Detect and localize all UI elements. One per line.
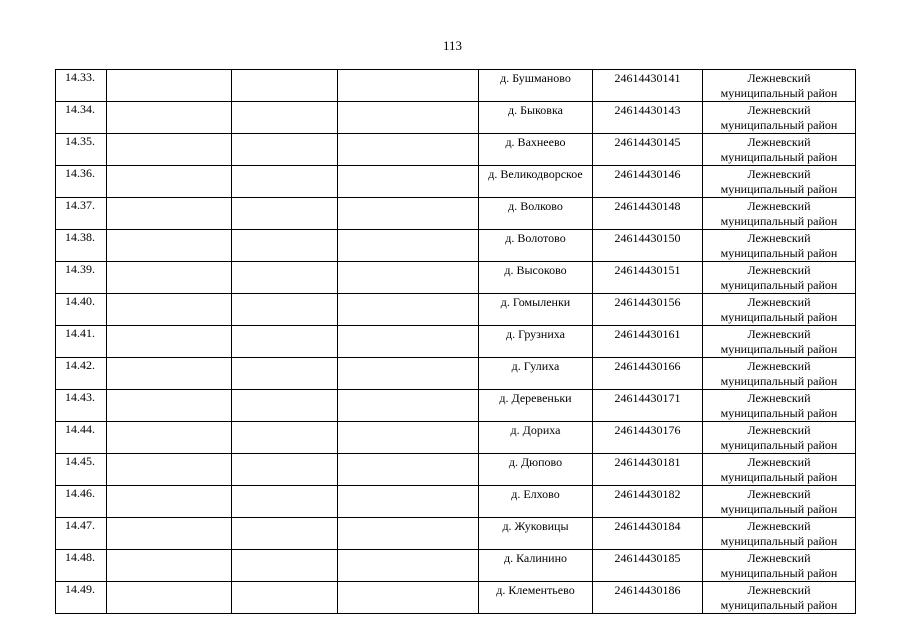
oktmo-code-cell: 24614430141 — [593, 70, 703, 102]
empty-cell — [232, 102, 338, 134]
district-name-line: Лежневский — [747, 583, 811, 597]
row-number-cell: 14.34. — [56, 102, 107, 134]
empty-cell — [107, 582, 232, 614]
empty-cell — [107, 198, 232, 230]
district-name-line: Лежневский — [747, 423, 811, 437]
table-row — [56, 70, 856, 102]
table-row — [56, 518, 856, 550]
settlement-name-cell: д. Калинино — [479, 550, 593, 582]
settlement-name-cell: д. Быковка — [479, 102, 593, 134]
district-type-line: муниципальный район — [720, 118, 838, 132]
district-name-line: Лежневский — [747, 519, 811, 533]
row-number-cell: 14.43. — [56, 390, 107, 422]
row-number-cell: 14.46. — [56, 486, 107, 518]
oktmo-code-cell: 24614430171 — [593, 390, 703, 422]
empty-cell — [107, 422, 232, 454]
settlement-name-cell: д. Дориха — [479, 422, 593, 454]
district-cell — [703, 326, 856, 358]
settlement-name-cell: д. Волково — [479, 198, 593, 230]
empty-cell — [232, 70, 338, 102]
row-number-cell: 14.38. — [56, 230, 107, 262]
table-row — [56, 134, 856, 166]
district-cell — [703, 166, 856, 198]
settlements-table — [55, 69, 856, 614]
district-type-line: муниципальный район — [720, 374, 838, 388]
empty-cell — [107, 390, 232, 422]
row-number-cell: 14.36. — [56, 166, 107, 198]
empty-cell — [107, 518, 232, 550]
empty-cell — [232, 262, 338, 294]
row-number-cell: 14.42. — [56, 358, 107, 390]
empty-cell — [232, 326, 338, 358]
table-row — [56, 390, 856, 422]
empty-cell — [232, 518, 338, 550]
empty-cell — [232, 134, 338, 166]
empty-cell — [338, 262, 479, 294]
empty-cell — [107, 166, 232, 198]
oktmo-code-cell: 24614430148 — [593, 198, 703, 230]
oktmo-code-cell: 24614430161 — [593, 326, 703, 358]
empty-cell — [232, 582, 338, 614]
row-number-cell: 14.37. — [56, 198, 107, 230]
empty-cell — [107, 358, 232, 390]
oktmo-code-cell: 24614430143 — [593, 102, 703, 134]
district-type-line: муниципальный район — [720, 86, 838, 100]
settlement-name-cell: д. Дюпово — [479, 454, 593, 486]
row-number-cell: 14.33. — [56, 70, 107, 102]
table-row — [56, 262, 856, 294]
district-name-line: Лежневский — [747, 487, 811, 501]
oktmo-code-cell: 24614430184 — [593, 518, 703, 550]
district-type-line: муниципальный район — [720, 406, 838, 420]
district-name-line: Лежневский — [747, 551, 811, 565]
empty-cell — [107, 230, 232, 262]
empty-cell — [338, 166, 479, 198]
empty-cell — [107, 102, 232, 134]
district-cell — [703, 550, 856, 582]
district-type-line: муниципальный район — [720, 278, 838, 292]
settlement-name-cell: д. Гомыленки — [479, 294, 593, 326]
empty-cell — [338, 518, 479, 550]
district-cell — [703, 486, 856, 518]
empty-cell — [232, 294, 338, 326]
settlement-name-cell: д. Жуковицы — [479, 518, 593, 550]
empty-cell — [232, 358, 338, 390]
row-number-cell: 14.48. — [56, 550, 107, 582]
settlement-name-cell: д. Деревеньки — [479, 390, 593, 422]
empty-cell — [338, 550, 479, 582]
empty-cell — [338, 454, 479, 486]
row-number-cell: 14.40. — [56, 294, 107, 326]
district-name-line: Лежневский — [747, 167, 811, 181]
empty-cell — [338, 390, 479, 422]
empty-cell — [107, 294, 232, 326]
district-type-line: муниципальный район — [720, 246, 838, 260]
empty-cell — [338, 294, 479, 326]
district-type-line: муниципальный район — [720, 534, 838, 548]
district-cell — [703, 454, 856, 486]
empty-cell — [338, 422, 479, 454]
district-name-line: Лежневский — [747, 455, 811, 469]
district-type-line: муниципальный район — [720, 502, 838, 516]
district-name-line: Лежневский — [747, 231, 811, 245]
table-row — [56, 198, 856, 230]
empty-cell — [232, 230, 338, 262]
district-type-line: муниципальный район — [720, 310, 838, 324]
table-row — [56, 422, 856, 454]
empty-cell — [338, 326, 479, 358]
empty-cell — [107, 134, 232, 166]
empty-cell — [338, 70, 479, 102]
row-number-cell: 14.45. — [56, 454, 107, 486]
district-cell — [703, 422, 856, 454]
row-number-cell: 14.41. — [56, 326, 107, 358]
oktmo-code-cell: 24614430186 — [593, 582, 703, 614]
settlement-name-cell: д. Гулиха — [479, 358, 593, 390]
district-name-line: Лежневский — [747, 103, 811, 117]
table-row — [56, 582, 856, 614]
district-type-line: муниципальный район — [720, 214, 838, 228]
empty-cell — [232, 422, 338, 454]
empty-cell — [232, 486, 338, 518]
district-type-line: муниципальный район — [720, 470, 838, 484]
table-row — [56, 550, 856, 582]
table-row — [56, 486, 856, 518]
table-row — [56, 230, 856, 262]
district-name-line: Лежневский — [747, 391, 811, 405]
oktmo-code-cell: 24614430176 — [593, 422, 703, 454]
empty-cell — [338, 582, 479, 614]
row-number-cell: 14.35. — [56, 134, 107, 166]
empty-cell — [338, 198, 479, 230]
district-name-line: Лежневский — [747, 327, 811, 341]
oktmo-code-cell: 24614430146 — [593, 166, 703, 198]
table-body — [56, 70, 856, 614]
oktmo-code-cell: 24614430166 — [593, 358, 703, 390]
district-type-line: муниципальный район — [720, 598, 838, 612]
district-cell — [703, 70, 856, 102]
settlement-name-cell: д. Высоково — [479, 262, 593, 294]
settlement-name-cell: д. Бушманово — [479, 70, 593, 102]
oktmo-code-cell: 24614430150 — [593, 230, 703, 262]
settlement-name-cell: д. Вахнеево — [479, 134, 593, 166]
oktmo-code-cell: 24614430156 — [593, 294, 703, 326]
district-cell — [703, 262, 856, 294]
district-type-line: муниципальный район — [720, 342, 838, 356]
empty-cell — [107, 70, 232, 102]
empty-cell — [338, 102, 479, 134]
empty-cell — [338, 486, 479, 518]
page-number: 113 — [442, 38, 463, 53]
oktmo-code-cell: 24614430185 — [593, 550, 703, 582]
row-number-cell: 14.47. — [56, 518, 107, 550]
empty-cell — [338, 358, 479, 390]
empty-cell — [232, 390, 338, 422]
district-cell — [703, 294, 856, 326]
district-cell — [703, 518, 856, 550]
oktmo-code-cell: 24614430181 — [593, 454, 703, 486]
settlement-name-cell: д. Грузниха — [479, 326, 593, 358]
district-type-line: муниципальный район — [720, 150, 838, 164]
empty-cell — [338, 134, 479, 166]
district-cell — [703, 390, 856, 422]
table-row — [56, 358, 856, 390]
empty-cell — [232, 550, 338, 582]
district-cell — [703, 358, 856, 390]
settlement-name-cell: д. Елхово — [479, 486, 593, 518]
empty-cell — [232, 454, 338, 486]
district-cell — [703, 102, 856, 134]
row-number-cell: 14.39. — [56, 262, 107, 294]
oktmo-code-cell: 24614430145 — [593, 134, 703, 166]
district-type-line: муниципальный район — [720, 438, 838, 452]
settlement-name-cell: д. Клементьево — [479, 582, 593, 614]
district-name-line: Лежневский — [747, 199, 811, 213]
district-cell — [703, 230, 856, 262]
table-row — [56, 102, 856, 134]
settlement-name-cell: д. Волотово — [479, 230, 593, 262]
row-number-cell: 14.49. — [56, 582, 107, 614]
district-type-line: муниципальный район — [720, 182, 838, 196]
oktmo-code-cell: 24614430182 — [593, 486, 703, 518]
empty-cell — [107, 486, 232, 518]
table-row — [56, 326, 856, 358]
empty-cell — [107, 550, 232, 582]
empty-cell — [107, 262, 232, 294]
row-number-cell: 14.44. — [56, 422, 107, 454]
district-name-line: Лежневский — [747, 263, 811, 277]
settlement-name-cell: д. Великодворское — [479, 166, 593, 198]
district-cell — [703, 198, 856, 230]
empty-cell — [338, 230, 479, 262]
empty-cell — [232, 198, 338, 230]
empty-cell — [232, 166, 338, 198]
table-row — [56, 454, 856, 486]
district-cell — [703, 134, 856, 166]
district-name-line: Лежневский — [747, 295, 811, 309]
district-name-line: Лежневский — [747, 71, 811, 85]
district-name-line: Лежневский — [747, 359, 811, 373]
empty-cell — [107, 454, 232, 486]
table-row — [56, 294, 856, 326]
district-type-line: муниципальный район — [720, 566, 838, 580]
empty-cell — [107, 326, 232, 358]
district-name-line: Лежневский — [747, 135, 811, 149]
oktmo-code-cell: 24614430151 — [593, 262, 703, 294]
district-cell — [703, 582, 856, 614]
table-row — [56, 166, 856, 198]
